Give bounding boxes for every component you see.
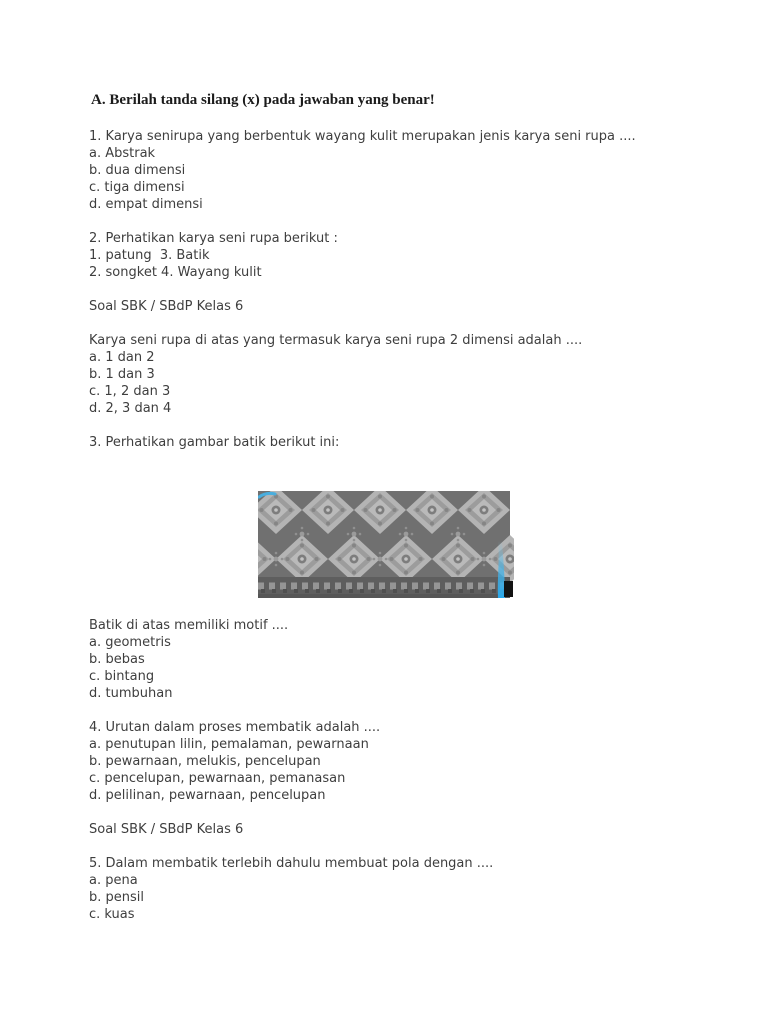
text-line: Karya seni rupa di atas yang termasuk karya seni rupa 2 dimensi adalah .... — [89, 333, 583, 348]
text-line: b. dua dimensi — [89, 163, 186, 178]
text-line: 1. Karya senirupa yang berbentuk wayang kulit merupakan jenis karya seni rupa .... — [89, 129, 636, 144]
text-line: c. kuas — [89, 907, 135, 922]
question-block — [89, 332, 582, 417]
question-block — [89, 821, 243, 838]
text-line: a. geometris — [89, 635, 171, 650]
text-line: 4. Urutan dalam proses membatik adalah .... — [89, 720, 381, 735]
question-block — [89, 298, 243, 315]
text-line: d. 2, 3 dan 4 — [89, 401, 172, 416]
question-block — [89, 434, 339, 451]
text-line: b. 1 dan 3 — [89, 367, 155, 382]
question-block — [89, 617, 288, 702]
text-line: 2. songket 4. Wayang kulit — [89, 265, 262, 280]
batik-image — [258, 491, 514, 598]
question-block — [89, 719, 380, 804]
black-mark-artifact — [504, 581, 513, 597]
text-line: b. bebas — [89, 652, 145, 667]
text-line: 3. Perhatikan gambar batik berikut ini: — [89, 435, 340, 450]
text-line: c. tiga dimensi — [89, 180, 185, 195]
text-line: a. penutupan lilin, pemalaman, pewarnaan — [89, 737, 369, 752]
text-line: a. pena — [89, 873, 138, 888]
text-line: a. 1 dan 2 — [89, 350, 155, 365]
text-line: d. pelilinan, pewarnaan, pencelupan — [89, 788, 326, 803]
question-block — [89, 128, 636, 213]
text-line: d. tumbuhan — [89, 686, 173, 701]
batik-pattern-graphic — [258, 491, 514, 598]
question-block — [89, 855, 493, 923]
text-line: a. Abstrak — [89, 146, 156, 161]
text-line: 2. Perhatikan karya seni rupa berikut : — [89, 231, 338, 246]
question-block — [89, 230, 338, 281]
text-line: Soal SBK / SBdP Kelas 6 — [89, 299, 244, 314]
text-line: c. 1, 2 dan 3 — [89, 384, 171, 399]
text-line: 5. Dalam membatik terlebih dahulu membuat pola dengan .... — [89, 856, 494, 871]
document-body — [89, 128, 728, 940]
text-line: 1. patung 3. Batik — [89, 248, 210, 263]
text-line: Soal SBK / SBdP Kelas 6 — [89, 822, 244, 837]
section-heading: A. Berilah tanda silang (x) pada jawaban yang benar! — [91, 92, 435, 108]
text-line: d. empat dimensi — [89, 197, 203, 212]
text-line: b. pensil — [89, 890, 145, 905]
text-line: Batik di atas memiliki motif .... — [89, 618, 289, 633]
text-line: c. pencelupan, pewarnaan, pemanasan — [89, 771, 346, 786]
text-line: c. bintang — [89, 669, 155, 684]
text-line: b. pewarnaan, melukis, pencelupan — [89, 754, 321, 769]
